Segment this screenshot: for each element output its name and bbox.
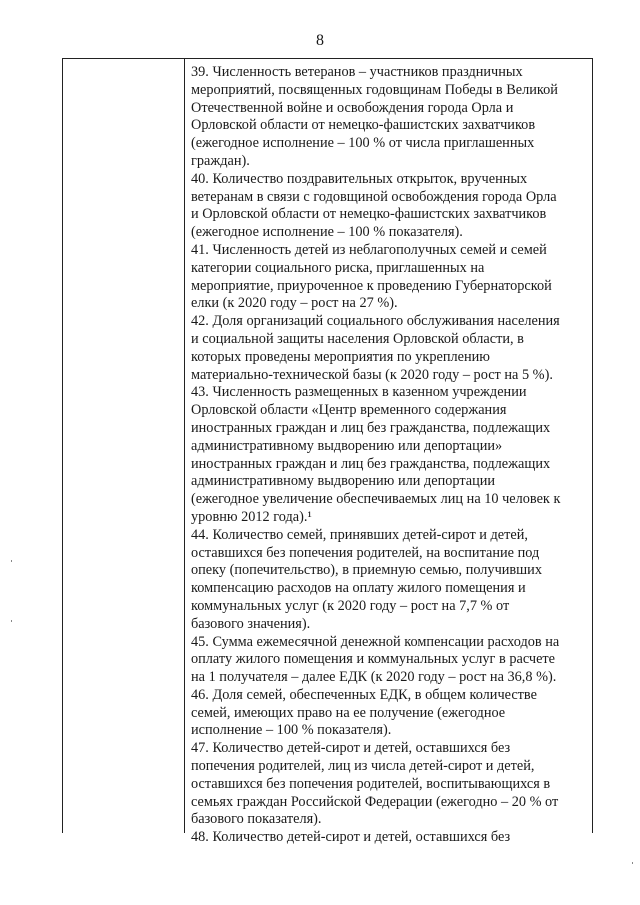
indicator-item-47: 47. Количество детей-сирот и детей, оставшихся без попечения родителей, лиц из числа детей-сирот и детей, оставшихся без попечения родителей, воспитывающихся в семьях граждан Российской Федерации (ежегодно – 20 % от базового показателя). — [191, 740, 559, 828]
scan-speck — [11, 560, 12, 562]
document-table — [62, 58, 593, 846]
scan-speck — [632, 862, 633, 864]
table-left-cell — [63, 59, 184, 833]
indicator-item-42: 42. Доля организаций социального обслуживания населения и социальной защиты населения Орловской области, в которых проведены мероприятия по укреплению материально-технической базы (к 2020 году – рост на 5 %). — [191, 313, 560, 383]
page-number: 8 — [316, 32, 324, 49]
indicator-item-48: 48. Количество детей-сирот и детей, оставшихся без — [191, 829, 511, 846]
indicator-item-43: 43. Численность размещенных в казенном учреждении Орловской области «Центр временного содержания иностранных граждан и лиц без гражданства, подлежащих административному выдворению или депортации» иностранных граждан и лиц без гражданства, подлежащих административному выдворению или депортации (ежегодное увеличение обеспечиваемых лиц на 10 человек к уровню 2012 года).¹ — [191, 384, 561, 525]
table-right-cell — [191, 64, 589, 847]
indicator-item-39: 39. Численность ветеранов – участников праздничных мероприятий, посвященных годовщинам Победы в Великой Отечественной войне и освобождения города Орла и Орловской области от немецко-фашистских захватчиков (ежегодное исполнение – 100 % от числа приглашенных граждан). — [191, 64, 558, 169]
scan-speck — [11, 620, 12, 622]
indicator-item-45: 45. Сумма ежемесячной денежной компенсации расходов на оплату жилого помещения и коммунальных услуг в расчете на 1 получателя – далее ЕДК (к 2020 году – рост на 36,8 %). — [191, 633, 560, 686]
indicator-item-41: 41. Численность детей из неблагополучных семей и семей категории социального риска, приглашенных на мероприятие, приуроченное к проведению Губернаторской елки (к 2020 году – рост на 27 %). — [191, 241, 552, 312]
indicator-item-46: 46. Доля семей, обеспеченных ЕДК, в общем количестве семей, имеющих право на ее получение (ежегодное исполнение – 100 % показателя). — [191, 686, 537, 739]
indicator-item-40: 40. Количество поздравительных открыток, врученных ветеранам в связи с годовщиной освобождения города Орла и Орловской области от немецко-фашистских захватчиков (ежегодное исполнение – 100 % показателя). — [191, 170, 557, 241]
indicator-item-44: 44. Количество семей, принявших детей-сирот и детей, оставшихся без попечения родителей, на воспитание под опеку (попечительство), в приемную семью, получивших компенсацию расходов на оплату жилого помещения и коммунальных услуг (к 2020 году – рост на 7,7 % от базового значения). — [191, 526, 542, 632]
column-divider — [184, 59, 185, 833]
